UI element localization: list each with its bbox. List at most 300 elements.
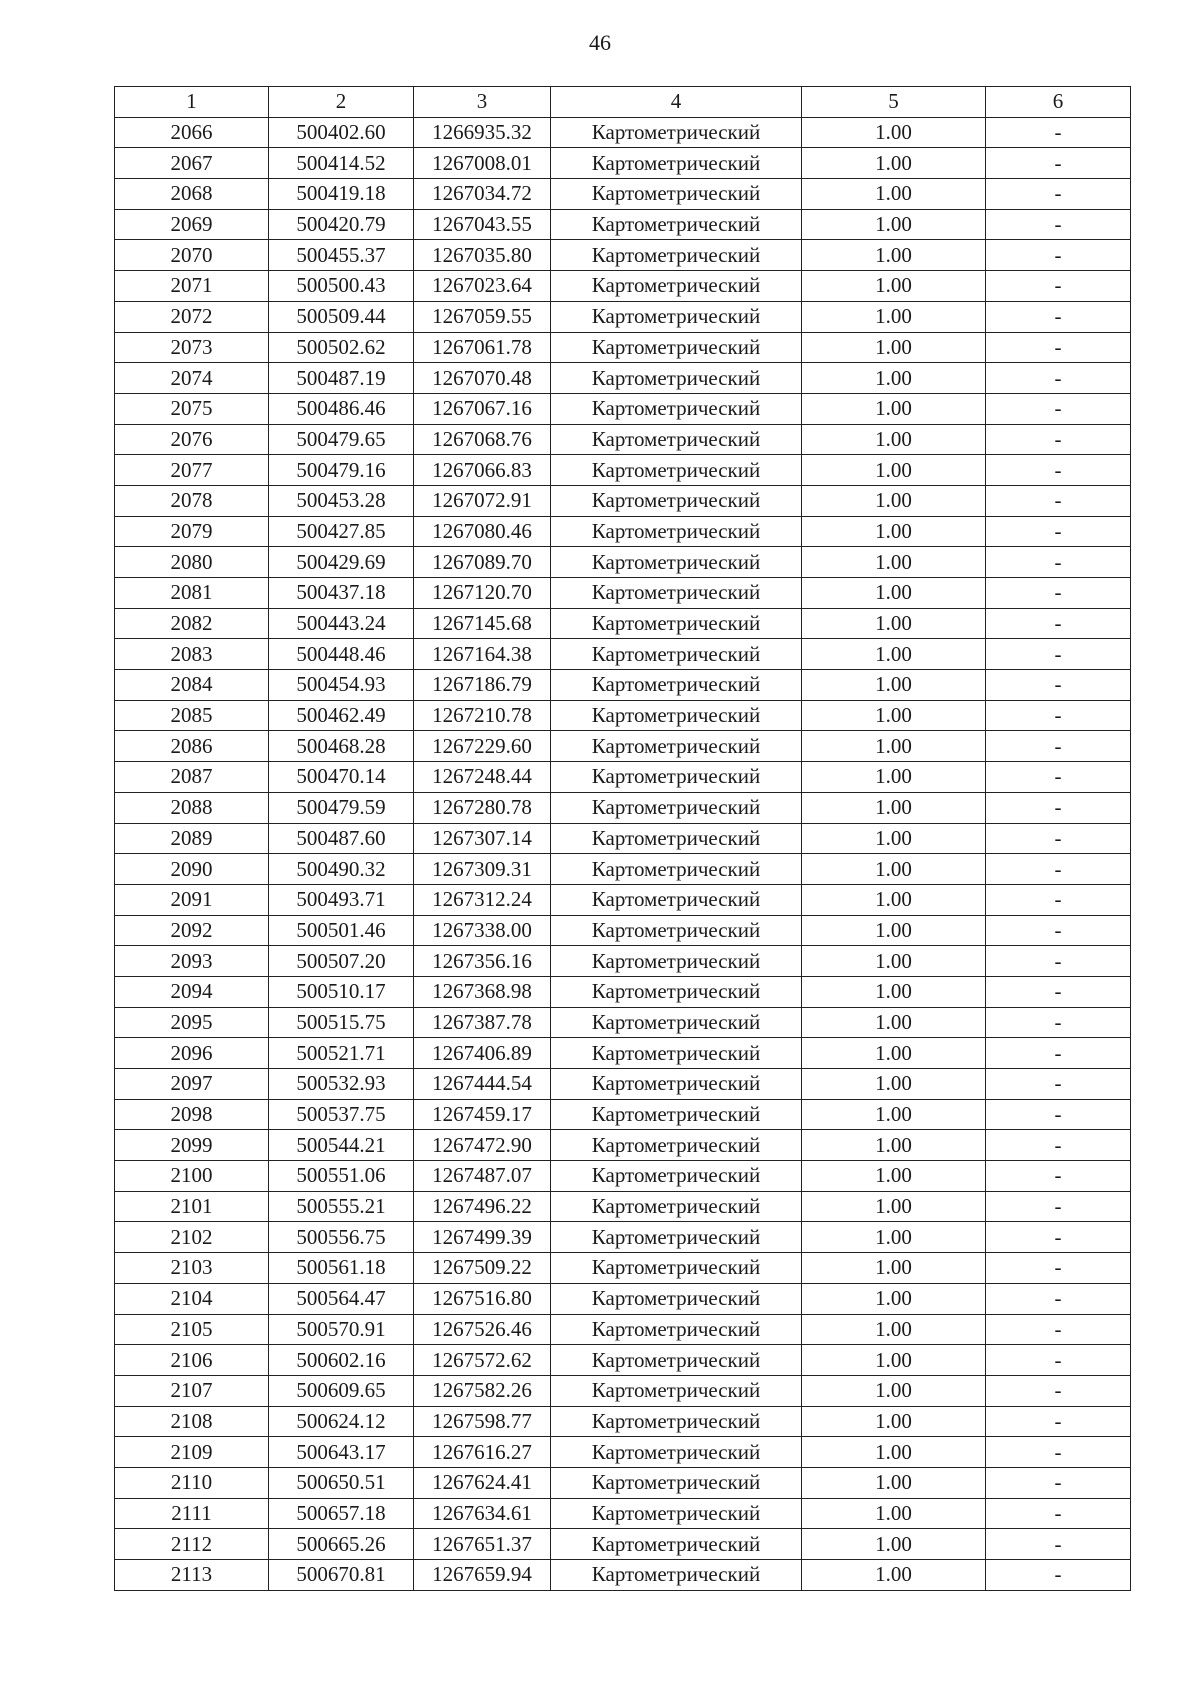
table-cell: - bbox=[986, 1498, 1131, 1529]
table-row bbox=[115, 946, 1131, 977]
table-cell: 500537.75 bbox=[269, 1099, 414, 1130]
table-cell: 500402.60 bbox=[269, 117, 414, 148]
table-cell: 500493.71 bbox=[269, 884, 414, 915]
table-cell: 2073 bbox=[115, 332, 269, 363]
table-cell: - bbox=[986, 731, 1131, 762]
table-cell: Картометрический bbox=[551, 424, 802, 455]
table-cell: 1267368.98 bbox=[414, 976, 551, 1007]
table-row bbox=[115, 1560, 1131, 1591]
table-cell: Картометрический bbox=[551, 1345, 802, 1376]
column-header: 4 bbox=[551, 87, 802, 118]
table-cell: 1267509.22 bbox=[414, 1253, 551, 1284]
table-cell: - bbox=[986, 578, 1131, 609]
table-cell: 2091 bbox=[115, 884, 269, 915]
table-cell: 1.00 bbox=[802, 823, 986, 854]
table-row bbox=[115, 1099, 1131, 1130]
table-row bbox=[115, 700, 1131, 731]
table-row bbox=[115, 455, 1131, 486]
table-cell: 500643.17 bbox=[269, 1437, 414, 1468]
table-row bbox=[115, 1130, 1131, 1161]
table-header bbox=[115, 87, 1131, 118]
table-cell: 500414.52 bbox=[269, 148, 414, 179]
table-cell: - bbox=[986, 240, 1131, 271]
table-cell: Картометрический bbox=[551, 148, 802, 179]
table-cell: - bbox=[986, 424, 1131, 455]
table-cell: 1267120.70 bbox=[414, 578, 551, 609]
table-cell: 500556.75 bbox=[269, 1222, 414, 1253]
table-cell: 1.00 bbox=[802, 1253, 986, 1284]
table-cell: Картометрический bbox=[551, 1498, 802, 1529]
table-cell: 1267459.17 bbox=[414, 1099, 551, 1130]
table-cell: 1.00 bbox=[802, 179, 986, 210]
table-cell: - bbox=[986, 1161, 1131, 1192]
table-cell: 500462.49 bbox=[269, 700, 414, 731]
table-body bbox=[115, 117, 1131, 1590]
table-cell: 2090 bbox=[115, 854, 269, 885]
table-cell: 500453.28 bbox=[269, 485, 414, 516]
table-cell: Картометрический bbox=[551, 1467, 802, 1498]
table-cell: Картометрический bbox=[551, 1038, 802, 1069]
table-cell: 1.00 bbox=[802, 1529, 986, 1560]
table-cell: - bbox=[986, 762, 1131, 793]
table-cell: - bbox=[986, 1099, 1131, 1130]
table-cell: 1.00 bbox=[802, 393, 986, 424]
table-cell: 1267338.00 bbox=[414, 915, 551, 946]
table-cell: 1267598.77 bbox=[414, 1406, 551, 1437]
table-cell: 500510.17 bbox=[269, 976, 414, 1007]
table-cell: - bbox=[986, 1069, 1131, 1100]
table-cell: 2069 bbox=[115, 209, 269, 240]
table-cell: 1267034.72 bbox=[414, 179, 551, 210]
table-cell: Картометрический bbox=[551, 762, 802, 793]
table-cell: 1.00 bbox=[802, 485, 986, 516]
table-cell: 2100 bbox=[115, 1161, 269, 1192]
table-cell: Картометрический bbox=[551, 179, 802, 210]
table-cell: 1267572.62 bbox=[414, 1345, 551, 1376]
header-row bbox=[115, 87, 1131, 118]
table-cell: 2111 bbox=[115, 1498, 269, 1529]
table-cell: 2079 bbox=[115, 516, 269, 547]
table-cell: - bbox=[986, 1375, 1131, 1406]
table-cell: - bbox=[986, 1529, 1131, 1560]
table-cell: Картометрический bbox=[551, 1099, 802, 1130]
table-cell: 2097 bbox=[115, 1069, 269, 1100]
column-header: 1 bbox=[115, 87, 269, 118]
table-cell: - bbox=[986, 271, 1131, 302]
table-cell: 500650.51 bbox=[269, 1467, 414, 1498]
table-cell: 1267444.54 bbox=[414, 1069, 551, 1100]
table-cell: 1.00 bbox=[802, 1038, 986, 1069]
table-cell: 1.00 bbox=[802, 762, 986, 793]
table-cell: Картометрический bbox=[551, 1130, 802, 1161]
table-cell: 1.00 bbox=[802, 332, 986, 363]
table-cell: 1.00 bbox=[802, 792, 986, 823]
table-row bbox=[115, 1406, 1131, 1437]
table-cell: Картометрический bbox=[551, 1314, 802, 1345]
table-cell: 1267651.37 bbox=[414, 1529, 551, 1560]
table-cell: 1267008.01 bbox=[414, 148, 551, 179]
table-cell: 2103 bbox=[115, 1253, 269, 1284]
table-cell: Картометрический bbox=[551, 1560, 802, 1591]
table-cell: - bbox=[986, 455, 1131, 486]
table-cell: Картометрический bbox=[551, 301, 802, 332]
table-cell: - bbox=[986, 1314, 1131, 1345]
table-cell: 2081 bbox=[115, 578, 269, 609]
table-cell: 1267499.39 bbox=[414, 1222, 551, 1253]
table-cell: 1.00 bbox=[802, 148, 986, 179]
table-cell: - bbox=[986, 1283, 1131, 1314]
table-cell: - bbox=[986, 1560, 1131, 1591]
table-row bbox=[115, 393, 1131, 424]
table-row bbox=[115, 148, 1131, 179]
table-cell: 500670.81 bbox=[269, 1560, 414, 1591]
table-cell: 2105 bbox=[115, 1314, 269, 1345]
table-row bbox=[115, 1467, 1131, 1498]
table-cell: 1.00 bbox=[802, 1437, 986, 1468]
table-cell: 2112 bbox=[115, 1529, 269, 1560]
table-cell: 1.00 bbox=[802, 915, 986, 946]
table-cell: 500507.20 bbox=[269, 946, 414, 977]
table-cell: 1267387.78 bbox=[414, 1007, 551, 1038]
table-cell: 500455.37 bbox=[269, 240, 414, 271]
table-cell: Картометрический bbox=[551, 915, 802, 946]
table-cell: 2107 bbox=[115, 1375, 269, 1406]
table-cell: - bbox=[986, 1437, 1131, 1468]
table-cell: 1.00 bbox=[802, 1130, 986, 1161]
table-cell: 1266935.32 bbox=[414, 117, 551, 148]
table-row bbox=[115, 1253, 1131, 1284]
table-cell: 1267229.60 bbox=[414, 731, 551, 762]
table-cell: Картометрический bbox=[551, 547, 802, 578]
table-cell: Картометрический bbox=[551, 1161, 802, 1192]
table-cell: - bbox=[986, 1406, 1131, 1437]
table-cell: - bbox=[986, 915, 1131, 946]
table-cell: - bbox=[986, 393, 1131, 424]
table-cell: 500437.18 bbox=[269, 578, 414, 609]
table-cell: 500657.18 bbox=[269, 1498, 414, 1529]
table-cell: - bbox=[986, 547, 1131, 578]
table-cell: 1267066.83 bbox=[414, 455, 551, 486]
table-cell: Картометрический bbox=[551, 363, 802, 394]
table-row bbox=[115, 117, 1131, 148]
table-cell: 500486.46 bbox=[269, 393, 414, 424]
table-row bbox=[115, 976, 1131, 1007]
table-cell: Картометрический bbox=[551, 884, 802, 915]
table-row bbox=[115, 363, 1131, 394]
table-row bbox=[115, 1498, 1131, 1529]
table-cell: - bbox=[986, 485, 1131, 516]
table-cell: 1.00 bbox=[802, 700, 986, 731]
table-row bbox=[115, 1222, 1131, 1253]
table-cell: - bbox=[986, 792, 1131, 823]
table-cell: 500500.43 bbox=[269, 271, 414, 302]
table-cell: 500487.19 bbox=[269, 363, 414, 394]
table-row bbox=[115, 731, 1131, 762]
table-cell: 1267070.48 bbox=[414, 363, 551, 394]
table-cell: 1267089.70 bbox=[414, 547, 551, 578]
table-cell: 1.00 bbox=[802, 240, 986, 271]
table-cell: 500427.85 bbox=[269, 516, 414, 547]
table-cell: 1267526.46 bbox=[414, 1314, 551, 1345]
table-cell: - bbox=[986, 1222, 1131, 1253]
table-row bbox=[115, 424, 1131, 455]
table-cell: Картометрический bbox=[551, 485, 802, 516]
table-cell: 1.00 bbox=[802, 1007, 986, 1038]
table-cell: 2072 bbox=[115, 301, 269, 332]
table-cell: 500501.46 bbox=[269, 915, 414, 946]
table-cell: Картометрический bbox=[551, 976, 802, 1007]
table-cell: 2084 bbox=[115, 670, 269, 701]
table-cell: Картометрический bbox=[551, 792, 802, 823]
table-cell: - bbox=[986, 1007, 1131, 1038]
table-cell: 1.00 bbox=[802, 1467, 986, 1498]
table-cell: 500448.46 bbox=[269, 639, 414, 670]
table-cell: 2071 bbox=[115, 271, 269, 302]
table-cell: 1267307.14 bbox=[414, 823, 551, 854]
table-cell: 1267487.07 bbox=[414, 1161, 551, 1192]
table-cell: Картометрический bbox=[551, 271, 802, 302]
table-row bbox=[115, 639, 1131, 670]
table-cell: 2066 bbox=[115, 117, 269, 148]
table-row bbox=[115, 608, 1131, 639]
table-cell: 500561.18 bbox=[269, 1253, 414, 1284]
table-cell: 1267080.46 bbox=[414, 516, 551, 547]
table-cell: 1.00 bbox=[802, 1222, 986, 1253]
table-cell: 1.00 bbox=[802, 639, 986, 670]
table-cell: 2086 bbox=[115, 731, 269, 762]
table-cell: Картометрический bbox=[551, 854, 802, 885]
table-cell: 500555.21 bbox=[269, 1191, 414, 1222]
table-cell: 1267061.78 bbox=[414, 332, 551, 363]
table-cell: - bbox=[986, 1345, 1131, 1376]
table-row bbox=[115, 271, 1131, 302]
table-cell: 1267068.76 bbox=[414, 424, 551, 455]
table-cell: - bbox=[986, 639, 1131, 670]
table-cell: 500502.62 bbox=[269, 332, 414, 363]
table-cell: 2113 bbox=[115, 1560, 269, 1591]
table-cell: Картометрический bbox=[551, 1222, 802, 1253]
table-cell: 1.00 bbox=[802, 1069, 986, 1100]
table-cell: 1.00 bbox=[802, 1498, 986, 1529]
table-cell: 2087 bbox=[115, 762, 269, 793]
table-cell: 1.00 bbox=[802, 1345, 986, 1376]
table-row bbox=[115, 792, 1131, 823]
table-cell: 1267472.90 bbox=[414, 1130, 551, 1161]
table-cell: 1.00 bbox=[802, 1375, 986, 1406]
table-cell: 1267145.68 bbox=[414, 608, 551, 639]
table-cell: Картометрический bbox=[551, 639, 802, 670]
column-header: 6 bbox=[986, 87, 1131, 118]
table-cell: 2098 bbox=[115, 1099, 269, 1130]
table-cell: 500521.71 bbox=[269, 1038, 414, 1069]
table-cell: Картометрический bbox=[551, 209, 802, 240]
column-header: 5 bbox=[802, 87, 986, 118]
table-cell: 1267043.55 bbox=[414, 209, 551, 240]
table-cell: 1.00 bbox=[802, 117, 986, 148]
table-cell: 2095 bbox=[115, 1007, 269, 1038]
table-cell: 500544.21 bbox=[269, 1130, 414, 1161]
table-cell: 1.00 bbox=[802, 854, 986, 885]
table-cell: 500479.65 bbox=[269, 424, 414, 455]
table-cell: Картометрический bbox=[551, 1529, 802, 1560]
table-cell: 500490.32 bbox=[269, 854, 414, 885]
table-cell: - bbox=[986, 148, 1131, 179]
table-cell: Картометрический bbox=[551, 700, 802, 731]
table-row bbox=[115, 1038, 1131, 1069]
table-row bbox=[115, 578, 1131, 609]
table-cell: 1.00 bbox=[802, 976, 986, 1007]
table-cell: Картометрический bbox=[551, 578, 802, 609]
table-cell: 2077 bbox=[115, 455, 269, 486]
table-cell: 1.00 bbox=[802, 1314, 986, 1345]
table-cell: 500665.26 bbox=[269, 1529, 414, 1560]
table-cell: 2083 bbox=[115, 639, 269, 670]
table-cell: - bbox=[986, 1038, 1131, 1069]
table-cell: 2106 bbox=[115, 1345, 269, 1376]
table-cell: 500564.47 bbox=[269, 1283, 414, 1314]
table-cell: Картометрический bbox=[551, 1283, 802, 1314]
table-row bbox=[115, 884, 1131, 915]
table-row bbox=[115, 179, 1131, 210]
table-cell: 1267280.78 bbox=[414, 792, 551, 823]
table-cell: 2067 bbox=[115, 148, 269, 179]
table-cell: 2096 bbox=[115, 1038, 269, 1069]
table-cell: 2099 bbox=[115, 1130, 269, 1161]
table-cell: 500532.93 bbox=[269, 1069, 414, 1100]
table-row bbox=[115, 301, 1131, 332]
table-cell: 2080 bbox=[115, 547, 269, 578]
table-cell: Картометрический bbox=[551, 670, 802, 701]
table-cell: - bbox=[986, 946, 1131, 977]
table-cell: 500551.06 bbox=[269, 1161, 414, 1192]
table-cell: 2101 bbox=[115, 1191, 269, 1222]
column-header: 2 bbox=[269, 87, 414, 118]
table-row bbox=[115, 1007, 1131, 1038]
table-cell: 500479.16 bbox=[269, 455, 414, 486]
table-cell: 2089 bbox=[115, 823, 269, 854]
table-cell: 1.00 bbox=[802, 455, 986, 486]
table-cell: - bbox=[986, 976, 1131, 1007]
table-cell: Картометрический bbox=[551, 1253, 802, 1284]
table-cell: 1267210.78 bbox=[414, 700, 551, 731]
table-cell: 500624.12 bbox=[269, 1406, 414, 1437]
table-cell: 1267072.91 bbox=[414, 485, 551, 516]
table-row bbox=[115, 547, 1131, 578]
table-cell: 2102 bbox=[115, 1222, 269, 1253]
table-cell: 500420.79 bbox=[269, 209, 414, 240]
table-cell: 1.00 bbox=[802, 209, 986, 240]
table-row bbox=[115, 240, 1131, 271]
table-cell: 2109 bbox=[115, 1437, 269, 1468]
table-cell: 2068 bbox=[115, 179, 269, 210]
table-cell: 2082 bbox=[115, 608, 269, 639]
table-cell: 1267406.89 bbox=[414, 1038, 551, 1069]
table-cell: - bbox=[986, 670, 1131, 701]
table-cell: 1267186.79 bbox=[414, 670, 551, 701]
coordinates-table bbox=[114, 86, 1131, 1591]
table-cell: - bbox=[986, 854, 1131, 885]
table-row bbox=[115, 670, 1131, 701]
table-cell: Картометрический bbox=[551, 117, 802, 148]
table-cell: 1267616.27 bbox=[414, 1437, 551, 1468]
table-row bbox=[115, 1283, 1131, 1314]
table-row bbox=[115, 209, 1131, 240]
table-cell: - bbox=[986, 363, 1131, 394]
table-cell: 2108 bbox=[115, 1406, 269, 1437]
table-row bbox=[115, 915, 1131, 946]
table-cell: 1267164.38 bbox=[414, 639, 551, 670]
table-row bbox=[115, 1314, 1131, 1345]
table-cell: - bbox=[986, 1130, 1131, 1161]
table-cell: 1267659.94 bbox=[414, 1560, 551, 1591]
table-cell: - bbox=[986, 884, 1131, 915]
table-cell: 500468.28 bbox=[269, 731, 414, 762]
table-cell: Картометрический bbox=[551, 823, 802, 854]
table-cell: 2070 bbox=[115, 240, 269, 271]
table-cell: 1267059.55 bbox=[414, 301, 551, 332]
table-cell: - bbox=[986, 209, 1131, 240]
table-cell: Картометрический bbox=[551, 1437, 802, 1468]
table-cell: Картометрический bbox=[551, 731, 802, 762]
table-cell: Картометрический bbox=[551, 1191, 802, 1222]
table-cell: 2092 bbox=[115, 915, 269, 946]
table-cell: 1.00 bbox=[802, 670, 986, 701]
table-cell: Картометрический bbox=[551, 240, 802, 271]
table-row bbox=[115, 1191, 1131, 1222]
table-cell: - bbox=[986, 700, 1131, 731]
table-cell: 2076 bbox=[115, 424, 269, 455]
table-cell: 2104 bbox=[115, 1283, 269, 1314]
table-cell: 1.00 bbox=[802, 1283, 986, 1314]
table-row bbox=[115, 1161, 1131, 1192]
table-cell: 1267023.64 bbox=[414, 271, 551, 302]
table-cell: - bbox=[986, 301, 1131, 332]
table-cell: 1.00 bbox=[802, 1406, 986, 1437]
table-cell: 1.00 bbox=[802, 424, 986, 455]
table-cell: 500609.65 bbox=[269, 1375, 414, 1406]
page-number: 46 bbox=[589, 30, 611, 55]
table-cell: - bbox=[986, 823, 1131, 854]
table-cell: 1267624.41 bbox=[414, 1467, 551, 1498]
table-cell: 2075 bbox=[115, 393, 269, 424]
table-cell: 500509.44 bbox=[269, 301, 414, 332]
table-cell: 1267582.26 bbox=[414, 1375, 551, 1406]
table-cell: 1267248.44 bbox=[414, 762, 551, 793]
table-cell: 1267496.22 bbox=[414, 1191, 551, 1222]
table-cell: 2093 bbox=[115, 946, 269, 977]
table-cell: 2110 bbox=[115, 1467, 269, 1498]
table-cell: 1267312.24 bbox=[414, 884, 551, 915]
table-cell: 1.00 bbox=[802, 271, 986, 302]
table-cell: Картометрический bbox=[551, 1375, 802, 1406]
table-cell: 1.00 bbox=[802, 578, 986, 609]
table-cell: 1.00 bbox=[802, 731, 986, 762]
table-cell: 1.00 bbox=[802, 547, 986, 578]
table-cell: 500470.14 bbox=[269, 762, 414, 793]
table-cell: Картометрический bbox=[551, 393, 802, 424]
table-cell: 1.00 bbox=[802, 516, 986, 547]
table-cell: 1267516.80 bbox=[414, 1283, 551, 1314]
table-cell: 2078 bbox=[115, 485, 269, 516]
table-cell: 1.00 bbox=[802, 608, 986, 639]
column-header: 3 bbox=[414, 87, 551, 118]
table-cell: 1267035.80 bbox=[414, 240, 551, 271]
table-cell: 500602.16 bbox=[269, 1345, 414, 1376]
table-cell: - bbox=[986, 179, 1131, 210]
table-cell: Картометрический bbox=[551, 1069, 802, 1100]
table-cell: - bbox=[986, 516, 1131, 547]
table-row bbox=[115, 1345, 1131, 1376]
